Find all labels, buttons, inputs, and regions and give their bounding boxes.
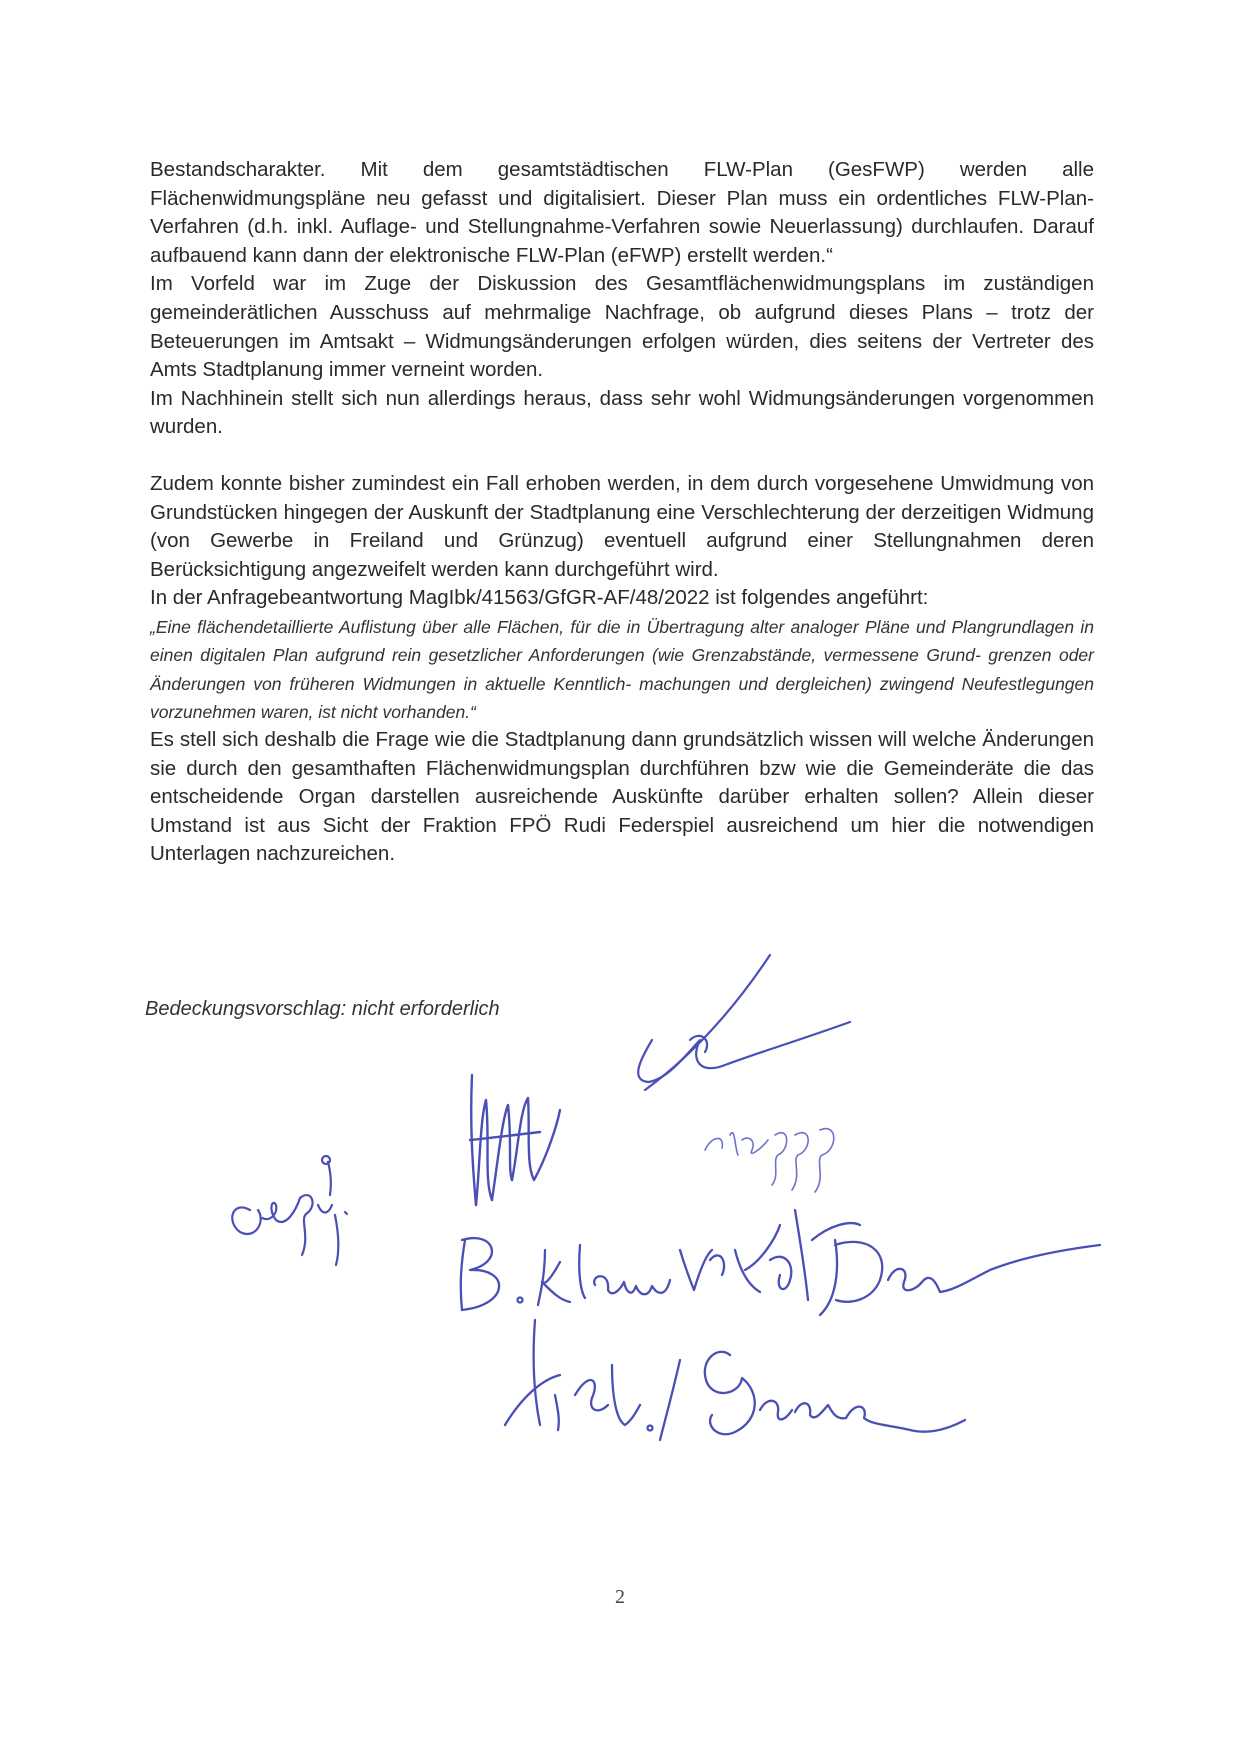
document-body [150,156,1094,869]
signature-klammsteiner [461,1210,1100,1315]
signature-center-left [470,1075,560,1205]
signature-bottom [505,1320,965,1440]
paragraph-vorfeld: Im Vorfeld war im Zuge der Diskussion des Gesamtflächenwidmungsplans im zuständigen gemeinderätlichen Ausschuss auf mehrmalige Nachfrage, ob aufgrund dieses Plans – trotz der Beteuerungen im Amtsakt – Widmungsänderungen erfolgen würden, dies seitens der Vertreter des Amts Stadtplanung immer verneint worden. [150,272,1094,382]
signature-left [232,1156,347,1265]
signature-dengg [705,1129,834,1192]
paragraph-nachhinein: Im Nachhinein stellt sich nun allerdings heraus, dass sehr wohl Widmungsänderungen vorgenommen wurden. [150,386,1094,439]
bedeckungsvorschlag: Bedeckungsvorschlag: nicht erforderlich [145,998,500,1020]
paragraph-frage: Es stell sich deshalb die Frage wie die Stadtplanung dann grundsätzlich wissen will welche Änderungen sie durch den gesamthaften Flächenwidmungsplan durchführen bzw wie die Gemeinderäte die das entscheidende Organ darstellen ausreichende Auskünfte darüber erhalten sollen? Allein dieser Umstand ist aus Sicht der Fraktion FPÖ Rudi Federspiel ausreichend um hier die notwendigen Unterlagen nachzureichen. [150,728,1094,866]
paragraph-spacer [150,442,1094,470]
signature-stroke-top [638,955,850,1090]
page-number: 2 [615,1586,625,1608]
paragraph-zudem: Zudem konnte bisher zumindest ein Fall erhoben werden, in dem durch vorgesehene Umwidmung von Grundstücken hingegen der Auskunft der Stadtplanung eine Verschlechterung der derzeitigen Widmung (von Gewerbe in Freiland und Grünzug) eventuell aufgrund einer Stellungnahmen deren Berücksichtigung angezweifelt werden kann durchgeführt wird. [150,471,1094,581]
quoted-answer: „Eine flächendetaillierte Auflistung über alle Flächen, für die in Übertragung alter analoger Pläne und Plangrundlagen in einen digitalen Plan aufgrund rein gesetzlicher Anforderungen (wie Grenzabstände, vermessene Grund- grenzen oder Änderungen von früheren Widmungen in aktuelle Kenntlich- machungen und dergleichen) zwingend Neufestlegungen vorzunehmen waren, ist nicht vorhanden.“ [150,616,1094,722]
paragraph-bestandscharakter: Bestandscharakter. Mit dem gesamtstädtischen FLW-Plan (GesFWP) werden alle Flächenwidmungspläne neu gefasst und digitalisiert. Dieser Plan muss ein ordentliches FLW-Plan-Verfahren (d.h. inkl. Auflage- und Stellungnahme-Verfahren sowie Neuerlassung) durchlaufen. Darauf aufbauend kann dann der elektronische FLW-Plan (eFWP) erstellt werden.“ [150,158,1094,267]
paragraph-anfragebeantwortung: In der Anfragebeantwortung MagIbk/41563/GfGR-AF/48/2022 ist folgendes angeführt: [150,586,929,610]
